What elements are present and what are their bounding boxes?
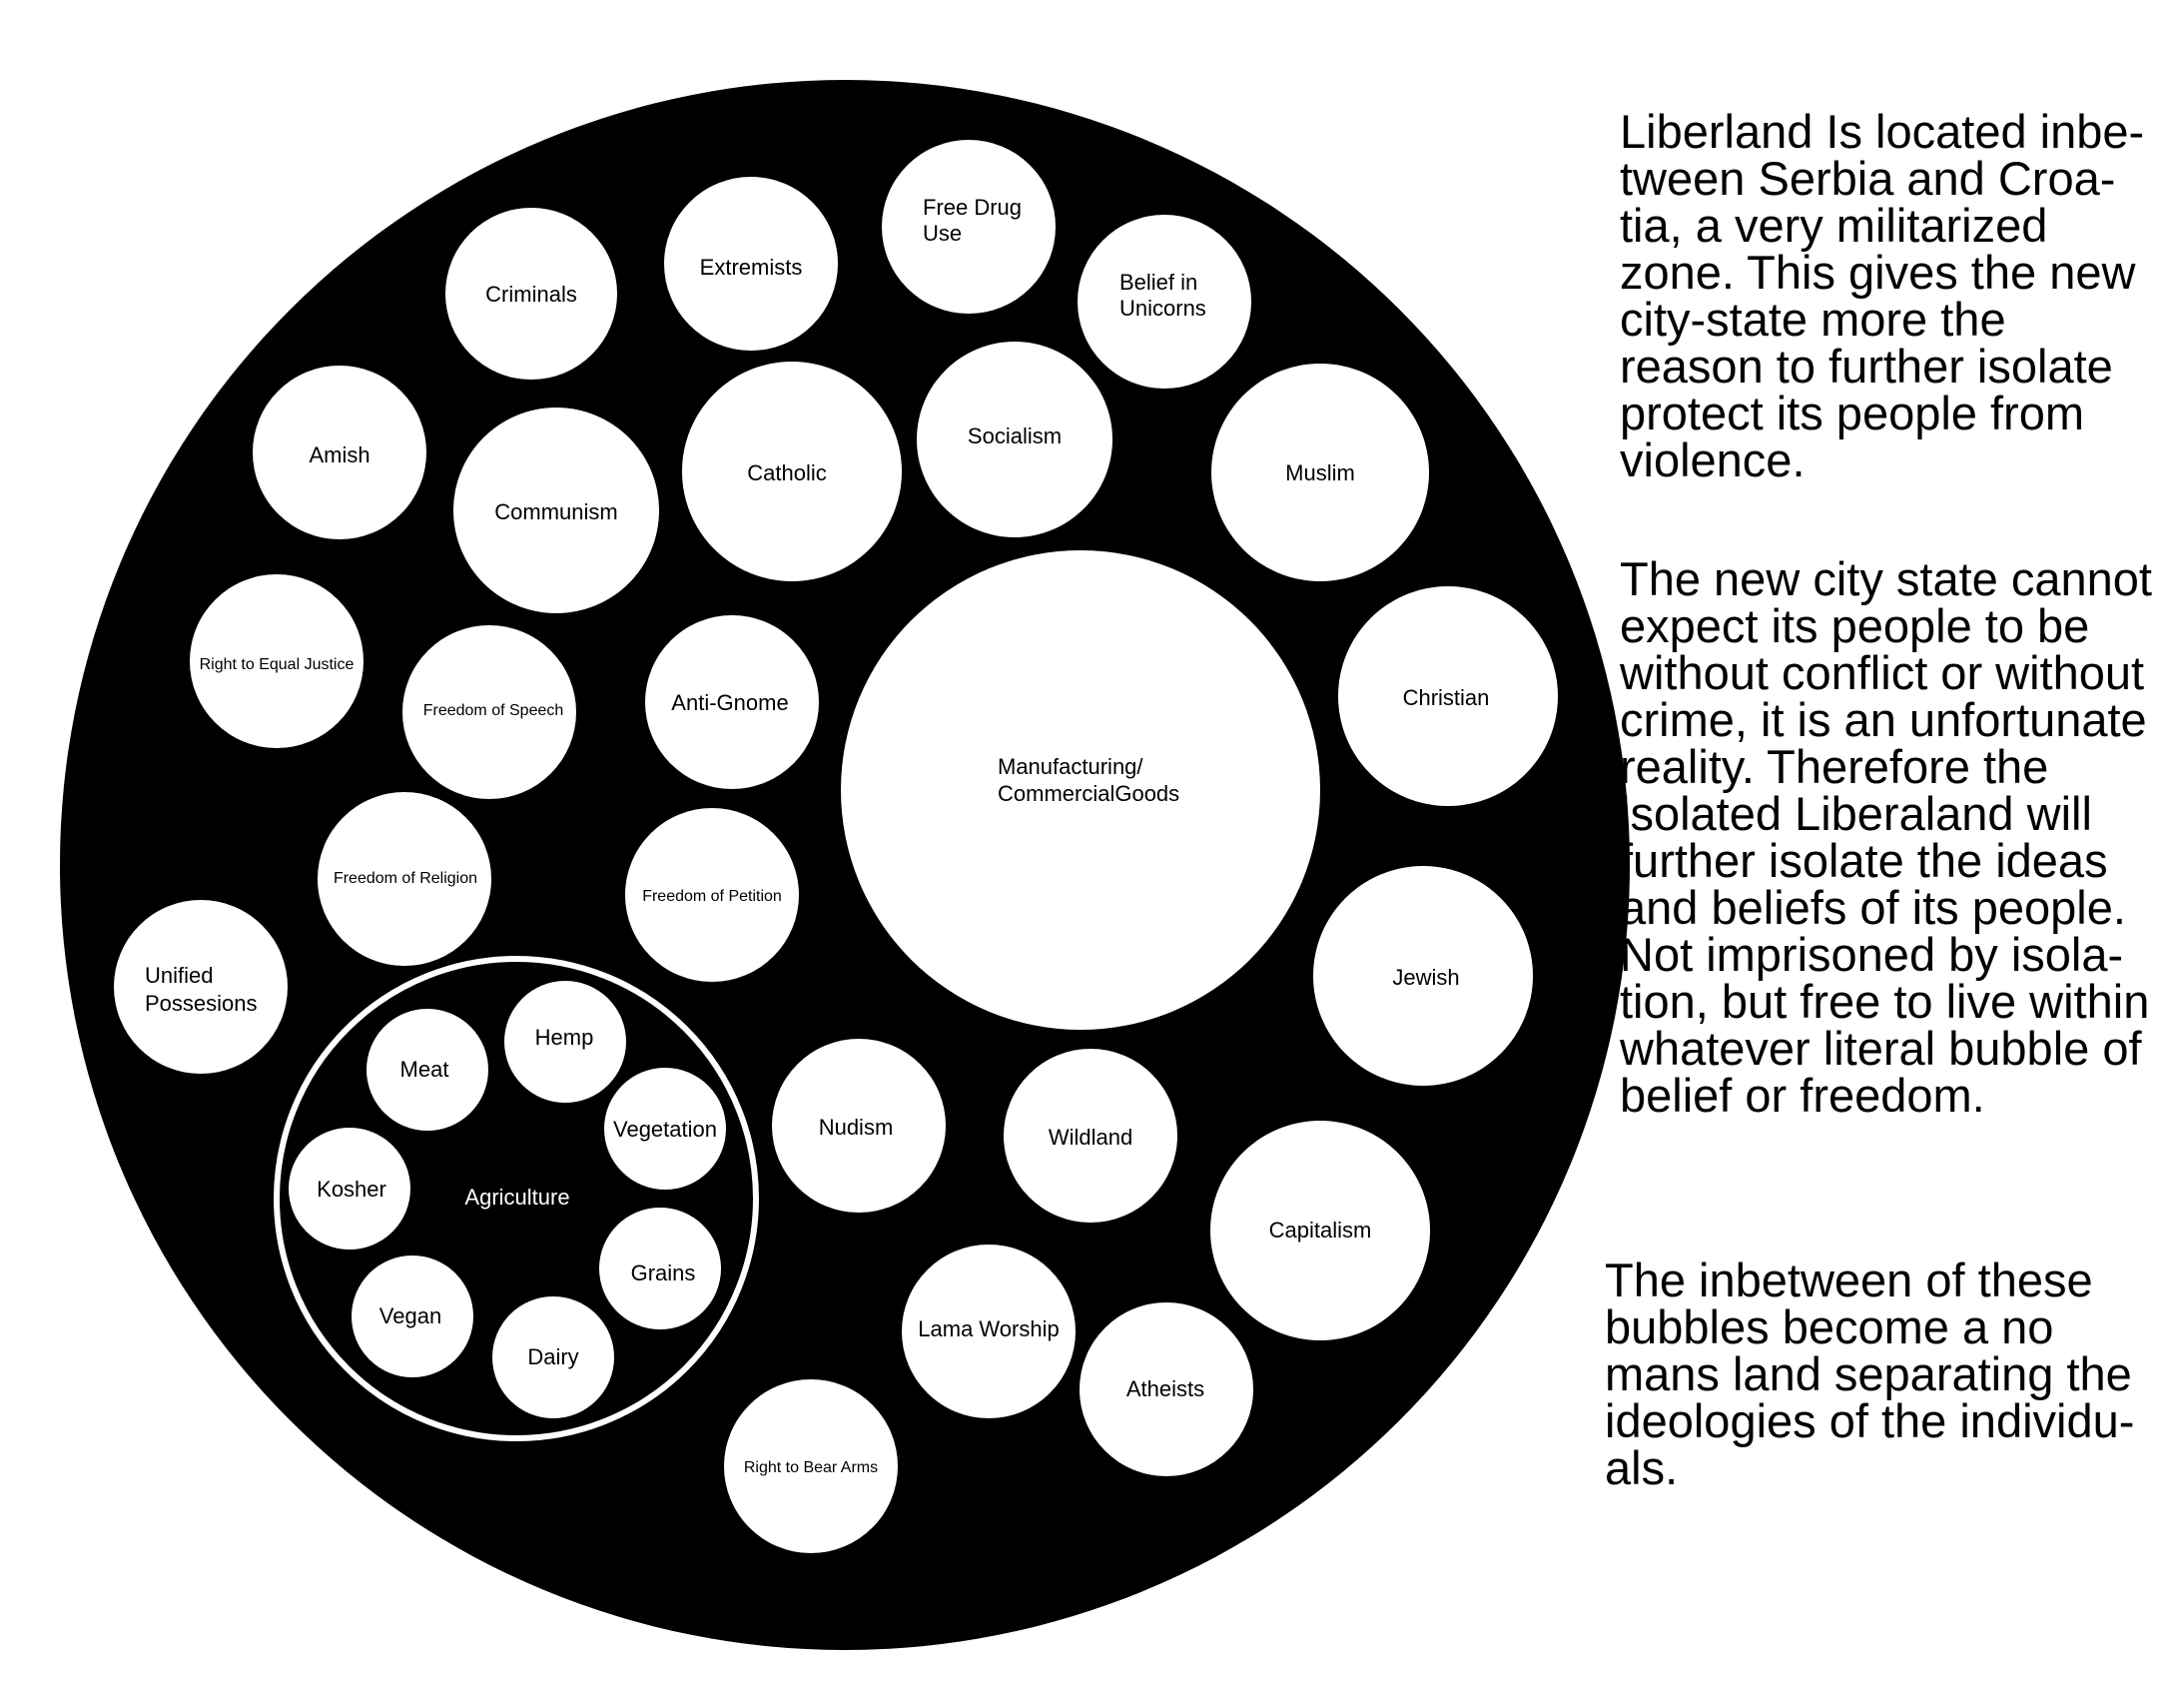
agri-kosher-label: Kosher: [317, 1177, 386, 1202]
bubble-capitalism: [1210, 1121, 1430, 1340]
agri-bubble-dairy: [492, 1296, 614, 1418]
svg-text:Capitalism: [1269, 1218, 1372, 1243]
bubble-christian: [1338, 586, 1558, 806]
text-line: tween Serbia and Croa-: [1620, 152, 2116, 205]
svg-text:Muslim: [1285, 460, 1355, 485]
bubble-anti-gnome-label: Anti-Gnome: [671, 690, 789, 715]
bubble-freedom-of-speech-label: Freedom of Speech: [422, 702, 564, 719]
bubble-freedom-of-speech: [402, 625, 576, 799]
bubble-capitalism-label: Capitalism: [1268, 1218, 1372, 1243]
text-line: tion, but free to live within: [1620, 975, 2150, 1028]
svg-text:Anti-Gnome: [671, 690, 788, 715]
bubble-amish: [253, 366, 426, 539]
bubble-right-to-equal-justice-label: Right to Equal Justice: [199, 656, 355, 673]
svg-text:Amish: [309, 442, 369, 467]
bubble-belief-in-unicorns-label-2: Unicorns: [1119, 296, 1206, 321]
agri-vegan-label: Vegan: [378, 1303, 442, 1328]
bubble-jewish-label: Jewish: [1392, 965, 1460, 990]
svg-text:Vegan: [379, 1303, 441, 1328]
bubble-extremists: [664, 177, 838, 351]
svg-text:Kosher: [317, 1177, 386, 1202]
bubble-extremists-label: Extremists: [699, 255, 803, 280]
agri-bubble-grains: [599, 1208, 721, 1329]
text-line: mans land separating the: [1605, 1347, 2132, 1400]
bubble-belief-in-unicorns-label-1: Belief in: [1119, 270, 1198, 295]
text-line: reality. Therefore the: [1620, 740, 2049, 793]
svg-text:Belief in Unicorns: [1119, 270, 1206, 321]
svg-text:Agriculture: [464, 1185, 569, 1210]
svg-text:Criminals: [485, 282, 577, 307]
svg-text:Freedom of Petition: [642, 888, 782, 905]
text-line: tia, a very militarized: [1620, 199, 2048, 252]
agri-meat-label: Meat: [399, 1057, 449, 1082]
bubble-catholic: [682, 362, 902, 581]
text-line: city-state more the: [1620, 293, 2006, 346]
svg-text:Catholic: [747, 460, 826, 485]
bubble-free-drug-use: [882, 140, 1056, 314]
bubble-unified-possesions-label-2: Possesions: [145, 991, 258, 1016]
bubble-catholic-label: Catholic: [747, 460, 827, 485]
bubble-communism: [453, 408, 659, 613]
text-line: isolated Liberaland will: [1620, 787, 2092, 840]
svg-text:Right to Equal Justice: [200, 656, 355, 673]
bubble-wildland-label: Wildland: [1048, 1125, 1133, 1150]
bubble-muslim-label: Muslim: [1285, 460, 1355, 485]
agri-bubble-meat: [366, 1009, 488, 1131]
svg-text:Meat: [400, 1057, 449, 1082]
svg-text:Socialism: [968, 423, 1062, 448]
text-line: zone. This gives the new: [1620, 246, 2136, 299]
text-line: without conflict or without: [1620, 646, 2145, 699]
bubble-right-to-equal-justice: [190, 574, 364, 748]
text-line: further isolate the ideas: [1620, 834, 2108, 887]
svg-text:Extremists: [700, 255, 803, 280]
bubble-manufacturing-label-1: Manufacturing/: [998, 754, 1143, 779]
bubble-christian-label: Christian: [1402, 685, 1490, 710]
svg-text:Christian: [1403, 685, 1490, 710]
bubble-wildland: [1004, 1049, 1177, 1223]
text-line: expect its people to be: [1620, 599, 2090, 652]
svg-text:Wildland: [1049, 1125, 1132, 1150]
bubble-lama-worship-label: Lama Worship: [918, 1316, 1060, 1341]
svg-text:Nudism: [819, 1115, 894, 1140]
bubble-socialism-label: Socialism: [967, 423, 1063, 448]
bubble-freedom-of-religion-label: Freedom of Religion: [333, 870, 478, 887]
bubble-lama-worship: [902, 1245, 1076, 1418]
svg-text:Hemp: [535, 1025, 594, 1050]
bubble-communism-label: Communism: [494, 499, 618, 524]
svg-text:Atheists: [1126, 1376, 1204, 1401]
text-block-inbetween: [1605, 1254, 2135, 1494]
bubble-belief-in-unicorns: [1078, 215, 1251, 389]
agri-dairy-label: Dairy: [527, 1344, 579, 1369]
text-line: Not imprisoned by isola-: [1620, 928, 2124, 981]
bubble-atheists: [1080, 1302, 1253, 1476]
svg-text:Vegetation: [613, 1117, 717, 1142]
bubble-amish-label: Amish: [309, 442, 370, 467]
agri-hemp-label: Hemp: [534, 1025, 594, 1050]
text-block-conflict: [1620, 552, 2152, 1122]
bubble-right-to-bear-arms-label: Right to Bear Arms: [743, 1459, 879, 1476]
bubble-nudism: [772, 1039, 946, 1213]
bubble-free-drug-use-label-1: Free Drug: [923, 195, 1023, 220]
text-line: belief or freedom.: [1620, 1069, 1985, 1122]
svg-text:Grains: [631, 1261, 696, 1285]
bubble-manufacturing-label-2: CommercialGoods: [998, 781, 1180, 806]
bubble-unified-possesions-label-1: Unified: [145, 963, 214, 988]
svg-text:Right to Bear Arms: [744, 1459, 878, 1476]
text-line: whatever literal bubble of: [1620, 1022, 2142, 1075]
agri-bubble-hemp: [504, 981, 626, 1103]
bubble-freedom-of-petition-label: Freedom of Petition: [642, 888, 782, 905]
text-line: als.: [1605, 1441, 1679, 1494]
svg-text:Communism: [494, 499, 617, 524]
bubble-criminals: [445, 208, 617, 380]
bubble-free-drug-use-label-2: Use: [923, 221, 963, 246]
bubble-manufacturing-commercial-goods: [841, 550, 1320, 1030]
agri-bubble-vegan: [352, 1256, 473, 1377]
bubble-nudism-label: Nudism: [818, 1115, 894, 1140]
text-line: The inbetween of these: [1605, 1254, 2093, 1306]
text-block-location: [1620, 105, 2145, 486]
text-line: and beliefs of its people.: [1620, 881, 2126, 934]
text-line: ideologies of the individu-: [1605, 1394, 2135, 1447]
svg-text:Jewish: [1392, 965, 1459, 990]
svg-text:Dairy: [527, 1344, 578, 1369]
agri-vegetation-label: Vegetation: [613, 1117, 717, 1142]
text-line: crime, it is an unfortunate: [1620, 693, 2147, 746]
bubble-unified-possesions: [114, 900, 288, 1074]
agri-bubble-vegetation: [604, 1068, 726, 1190]
agri-grains-label: Grains: [630, 1261, 696, 1285]
bubble-atheists-label: Atheists: [1125, 1376, 1205, 1401]
agriculture-label: Agriculture: [464, 1185, 570, 1210]
svg-text:Freedom of Speech: [423, 702, 564, 719]
svg-text:Lama Worship: [918, 1316, 1059, 1341]
bubble-socialism: [917, 342, 1112, 537]
bubble-anti-gnome: [645, 615, 819, 789]
bubble-muslim: [1211, 364, 1429, 581]
text-line: violence.: [1620, 433, 1806, 486]
bubble-freedom-of-petition: [625, 808, 799, 982]
text-line: reason to further isolate: [1620, 340, 2113, 393]
bubble-freedom-of-religion: [318, 792, 491, 966]
bubble-criminals-label: Criminals: [485, 282, 577, 307]
text-line: bubbles become a no: [1605, 1300, 2054, 1353]
bubble-right-to-bear-arms: [724, 1379, 898, 1553]
text-line: The new city state cannot: [1620, 552, 2152, 605]
text-line: protect its people from: [1620, 387, 2084, 439]
bubble-jewish: [1313, 866, 1533, 1086]
agri-bubble-kosher: [289, 1128, 410, 1250]
text-line: Liberland Is located inbe-: [1620, 105, 2145, 158]
svg-text:Freedom of Religion: [334, 870, 477, 887]
